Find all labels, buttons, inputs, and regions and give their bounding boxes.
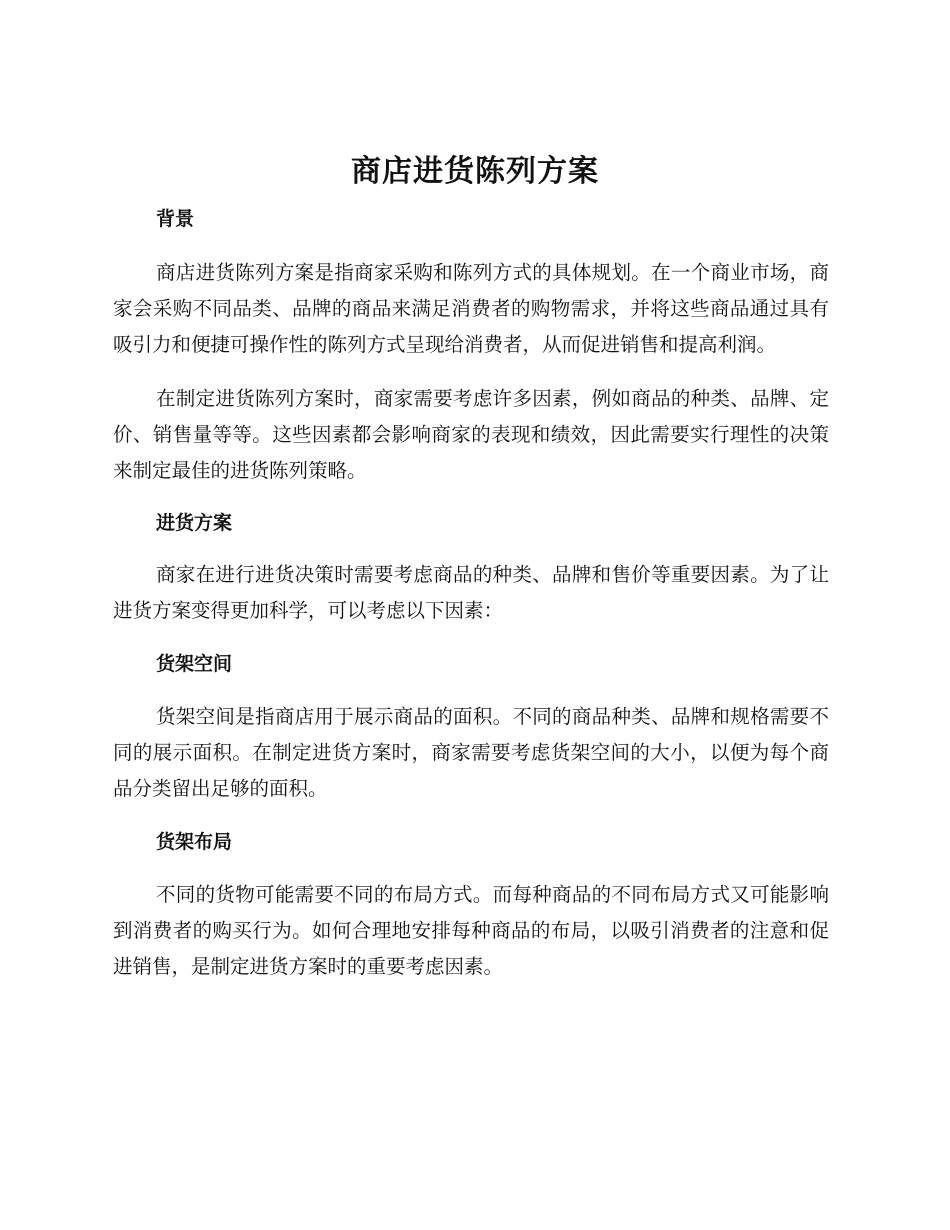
section-heading-shelf-space: 货架空间 [156, 653, 233, 675]
paragraph-shelf-layout: 不同的货物可能需要不同的布局方式。而每种商品的不同布局方式又可能影响到消费者的购买行为。如何合理地安排每种商品的布局，以吸引消费者的注意和促进销售，是制定进货方案时的重要考虑因素。 [113, 883, 829, 978]
document-body [113, 201, 829, 985]
paragraph-background-1: 商店进货陈列方案是指商家采购和陈列方式的具体规划。在一个商业市场，商家会采购不同品类、品牌的商品来满足消费者的购物需求，并将这些商品通过具有吸引力和便捷可操作性的陈列方式呈现给消费者，从而促进销售和提高利润。 [113, 261, 829, 356]
section-heading-shelf-layout: 货架布局 [156, 831, 233, 853]
section-heading-stocking-plan: 进货方案 [156, 512, 233, 534]
document-title: 商店进货陈列方案 [351, 154, 599, 189]
paragraph-shelf-space: 货架空间是指商店用于展示商品的面积。不同的商品种类、品牌和规格需要不同的展示面积。在制定进货方案时，商家需要考虑货架空间的大小，以便为每个商品分类留出足够的面积。 [113, 705, 829, 800]
paragraph-background-2: 在制定进货陈列方案时，商家需要考虑许多因素，例如商品的种类、品牌、定价、销售量等等。这些因素都会影响商家的表现和绩效，因此需要实行理性的决策来制定最佳的进货陈列策略。 [113, 387, 829, 482]
section-heading-background: 背景 [156, 208, 195, 230]
paragraph-stocking-plan: 商家在进行进货决策时需要考虑商品的种类、品牌和售价等重要因素。为了让进货方案变得更加科学，可以考虑以下因素： [113, 563, 829, 622]
